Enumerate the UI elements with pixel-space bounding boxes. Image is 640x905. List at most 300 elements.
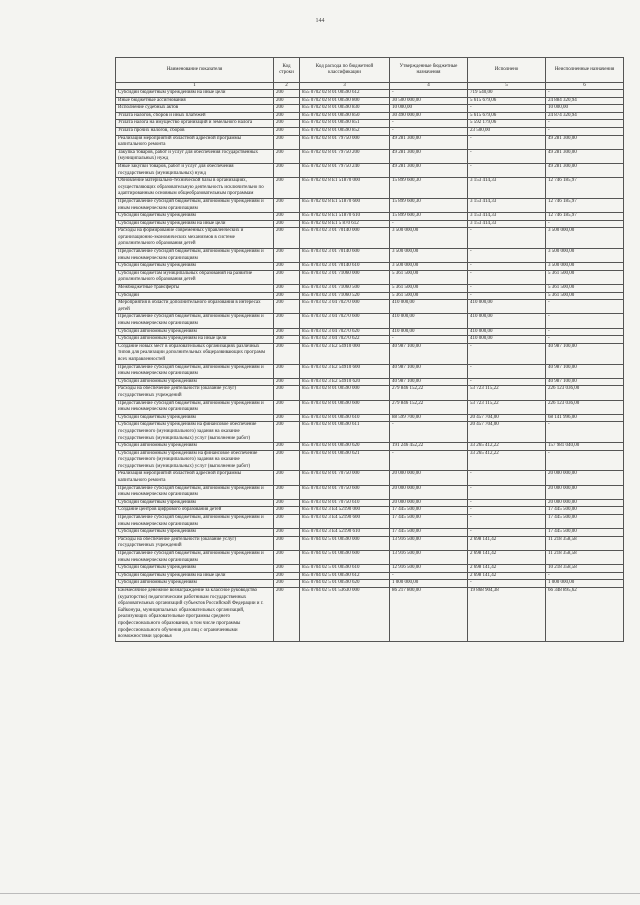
- table-row: [116, 112, 624, 120]
- row-executed: -: [468, 228, 546, 249]
- table-row: [116, 400, 624, 414]
- row-unexecuted: 12 746 185,97: [546, 198, 624, 212]
- row-unexecuted: -: [546, 572, 624, 580]
- row-unexecuted: 17 445 500,00: [546, 529, 624, 537]
- table-row: [116, 529, 624, 537]
- row-executed: 19 868 904,38: [468, 587, 546, 641]
- row-line-code: 200: [274, 400, 300, 414]
- row-budget-code: 855 0703 02 3 01 70140 610: [300, 263, 390, 271]
- row-approved: -: [390, 572, 468, 580]
- row-name: Субсидии автономным учреждениям на финансовое обеспечение государственного (муниципального) задания на оказание государственных (муниципальных) услуг (выполнение работ): [116, 450, 274, 471]
- table-row: [116, 515, 624, 529]
- row-approved: 279 846 152,22: [390, 386, 468, 400]
- table-row: [116, 572, 624, 580]
- row-line-code: 200: [274, 515, 300, 529]
- row-line-code: 200: [274, 450, 300, 471]
- page-number: 144: [315, 18, 325, 24]
- row-budget-code: 855 0702 02 8 01 00590 830: [300, 105, 390, 113]
- row-unexecuted: 49 281 300,00: [546, 163, 624, 177]
- row-executed: 33 265 412,22: [468, 443, 546, 451]
- row-approved: 279 846 152,22: [390, 400, 468, 414]
- row-line-code: 200: [274, 443, 300, 451]
- row-name: Предоставление субсидий бюджетным, автономным учреждениям и иным некоммерческим организациям: [116, 314, 274, 328]
- row-line-code: 200: [274, 565, 300, 573]
- row-executed: -: [468, 285, 546, 293]
- row-unexecuted: -: [546, 120, 624, 128]
- row-budget-code: 855 0703 02 3 E2 54910 600: [300, 364, 390, 378]
- column-number: 1: [116, 83, 274, 90]
- table-row: [116, 551, 624, 565]
- row-approved: 20 000 000,00: [390, 471, 468, 485]
- row-executed: -: [468, 163, 546, 177]
- row-line-code: 200: [274, 198, 300, 212]
- row-unexecuted: 24 874 320,94: [546, 112, 624, 120]
- row-approved: 17 445 500,00: [390, 515, 468, 529]
- row-name: Закупка товаров, работ и услуг для обеспечения государственных (муниципальных) нужд: [116, 149, 274, 163]
- row-executed: -: [468, 249, 546, 263]
- column-number: 6: [546, 83, 624, 90]
- row-unexecuted: 66 348 895,62: [546, 587, 624, 641]
- row-approved: 30 500 000,00: [390, 97, 468, 105]
- row-unexecuted: -: [546, 422, 624, 443]
- row-unexecuted: 1 000 000,00: [546, 580, 624, 588]
- row-budget-code: 855 0704 02 5 01 00590 610: [300, 565, 390, 573]
- row-budget-code: 855 0703 02 8 01 00590 610: [300, 414, 390, 422]
- row-line-code: 200: [274, 163, 300, 177]
- row-line-code: 200: [274, 213, 300, 221]
- row-line-code: 200: [274, 314, 300, 328]
- row-name: Субсидии автономным учреждениям: [116, 580, 274, 588]
- row-budget-code: 855 0703 02 3 04 70270 620: [300, 328, 390, 336]
- row-name: Реализация мероприятий областной адресной программы капитального ремонта: [116, 471, 274, 485]
- row-budget-code: 855 0704 02 5 01 53630 000: [300, 587, 390, 641]
- row-approved: 13 916 500,00: [390, 536, 468, 550]
- row-executed: 2 698 141,42: [468, 536, 546, 550]
- row-budget-code: 855 0702 02 8 E1 51870 610: [300, 213, 390, 221]
- row-budget-code: 855 0703 02 3 04 70270 622: [300, 336, 390, 344]
- row-executed: -: [468, 378, 546, 386]
- table-row: [116, 450, 624, 471]
- row-approved: 17 445 500,00: [390, 507, 468, 515]
- row-budget-code: 855 0704 02 5 01 00590 000: [300, 536, 390, 550]
- row-approved: 86 217 800,00: [390, 587, 468, 641]
- row-line-code: 200: [274, 328, 300, 336]
- row-budget-code: 855 0702 02 8 01 79750 000: [300, 135, 390, 149]
- row-budget-code: 855 0703 02 3 E4 52190 600: [300, 515, 390, 529]
- row-approved: 12 916 500,00: [390, 565, 468, 573]
- row-approved: 40 987 100,00: [390, 378, 468, 386]
- row-line-code: 200: [274, 270, 300, 284]
- row-name: Создание центров цифрового образования детей: [116, 507, 274, 515]
- row-line-code: 200: [274, 220, 300, 228]
- row-unexecuted: -: [546, 450, 624, 471]
- footer-divider: [0, 893, 640, 894]
- row-executed: -: [468, 471, 546, 485]
- row-budget-code: 855 0703 02 3 01 70140 600: [300, 249, 390, 263]
- row-line-code: 200: [274, 97, 300, 105]
- row-unexecuted: 3 500 000,00: [546, 249, 624, 263]
- header-executed: Исполнено: [468, 58, 546, 83]
- row-unexecuted: -: [546, 300, 624, 314]
- row-budget-code: 855 0703 02 3 E2 54910 620: [300, 378, 390, 386]
- row-budget-code: 855 0702 02 8 01 00590 612: [300, 90, 390, 98]
- row-approved: 3 500 000,00: [390, 263, 468, 271]
- row-line-code: 200: [274, 336, 300, 344]
- row-approved: 40 987 100,00: [390, 364, 468, 378]
- row-line-code: 200: [274, 263, 300, 271]
- row-executed: 23 500,00: [468, 127, 546, 135]
- row-approved: 49 281 300,00: [390, 149, 468, 163]
- row-unexecuted: 68 141 996,00: [546, 414, 624, 422]
- table-row: [116, 328, 624, 336]
- row-approved: -: [390, 422, 468, 443]
- row-name: Субсидии бюджетным учреждениям на иные цели: [116, 220, 274, 228]
- row-line-code: 200: [274, 120, 300, 128]
- row-name: Субсидии бюджетным учреждениям на финансовое обеспечение государственного (муниципального) задания на оказание государственных (муниципальных) услуг (выполнение работ): [116, 422, 274, 443]
- row-name: Субсидии автономным учреждениям: [116, 378, 274, 386]
- row-unexecuted: 3 500 000,00: [546, 263, 624, 271]
- row-name: Исполнение судебных актов: [116, 105, 274, 113]
- row-approved: 191 246 452,22: [390, 443, 468, 451]
- row-budget-code: 855 0703 02 3 01 71060 500: [300, 285, 390, 293]
- row-line-code: 200: [274, 580, 300, 588]
- table-row: [116, 90, 624, 98]
- row-approved: -: [390, 127, 468, 135]
- row-name: Субсидии бюджетным учреждениям: [116, 499, 274, 507]
- row-budget-code: 855 0702 02 8 E1 51870 000: [300, 178, 390, 199]
- budget-execution-table: [115, 57, 624, 642]
- row-executed: 410 000,00: [468, 328, 546, 336]
- row-name: Субсидии бюджетным учреждениям: [116, 414, 274, 422]
- row-unexecuted: 5 361 500,00: [546, 270, 624, 284]
- row-executed: 53 723 115,22: [468, 400, 546, 414]
- row-unexecuted: 17 445 500,00: [546, 507, 624, 515]
- row-approved: 20 000 000,00: [390, 485, 468, 499]
- row-executed: 53 723 115,22: [468, 386, 546, 400]
- table-row: [116, 163, 624, 177]
- header-unexecuted: Неисполненные назначения: [546, 58, 624, 83]
- row-unexecuted: 10 218 358,58: [546, 565, 624, 573]
- table-row: [116, 587, 624, 641]
- row-executed: 3 153 414,33: [468, 220, 546, 228]
- table-row: [116, 228, 624, 249]
- row-executed: -: [468, 499, 546, 507]
- row-executed: 410 000,00: [468, 300, 546, 314]
- row-unexecuted: -: [546, 90, 624, 98]
- row-name: Уплата налогов, сборов и иных платежей: [116, 112, 274, 120]
- row-executed: 2 698 141,42: [468, 572, 546, 580]
- header-line-code: Код строки: [274, 58, 300, 83]
- row-approved: 13 916 500,00: [390, 551, 468, 565]
- row-line-code: 200: [274, 178, 300, 199]
- row-line-code: 200: [274, 127, 300, 135]
- row-approved: -: [390, 220, 468, 228]
- row-unexecuted: 11 218 358,58: [546, 536, 624, 550]
- table-row: [116, 198, 624, 212]
- row-unexecuted: 12 746 185,97: [546, 178, 624, 199]
- row-line-code: 200: [274, 471, 300, 485]
- row-unexecuted: 49 281 300,00: [546, 135, 624, 149]
- row-name: Предоставление субсидий бюджетным, автономным учреждениям и иным некоммерческим организациям: [116, 485, 274, 499]
- row-unexecuted: 157 981 040,00: [546, 443, 624, 451]
- row-approved: -: [390, 120, 468, 128]
- row-executed: 5 615 679,06: [468, 97, 546, 105]
- row-name: Ежемесячное денежное вознаграждение за классное руководство (кураторство) педагогическим работникам государственных образовательных организаций субъектов Российской Федерации и г. Байконура, муниципальных образовательных организаций, реализующих образовательные программы среднего профессионального образования, в том числе программы профессионального обучения для лиц с ограниченными возможностями здоровья: [116, 587, 274, 641]
- row-budget-code: 855 0703 02 3 04 70270 600: [300, 314, 390, 328]
- row-unexecuted: 17 445 500,00: [546, 515, 624, 529]
- table-row: [116, 343, 624, 364]
- row-approved: 3 500 000,00: [390, 249, 468, 263]
- row-approved: 20 000 000,00: [390, 499, 468, 507]
- row-line-code: 200: [274, 587, 300, 641]
- row-executed: -: [468, 105, 546, 113]
- row-budget-code: 855 0703 02 8 01 00590 600: [300, 400, 390, 414]
- table-row: [116, 120, 624, 128]
- row-budget-code: 855 0703 02 8 01 00590 611: [300, 422, 390, 443]
- row-executed: 410 000,00: [468, 314, 546, 328]
- row-budget-code: 855 0702 02 8 01 00590 800: [300, 97, 390, 105]
- row-approved: 3 500 000,00: [390, 228, 468, 249]
- row-line-code: 200: [274, 228, 300, 249]
- table-row: [116, 386, 624, 400]
- table-row: [116, 507, 624, 515]
- row-executed: -: [468, 135, 546, 149]
- row-line-code: 200: [274, 551, 300, 565]
- row-approved: 410 000,00: [390, 314, 468, 328]
- row-name: Субсидии автономным учреждениям: [116, 328, 274, 336]
- row-budget-code: 855 0703 02 8 01 70750 000: [300, 471, 390, 485]
- row-approved: 5 361 500,00: [390, 292, 468, 300]
- row-line-code: 200: [274, 112, 300, 120]
- row-executed: 3 153 414,33: [468, 213, 546, 221]
- row-name: Реализация мероприятий областной адресной программы капитального ремонта: [116, 135, 274, 149]
- row-unexecuted: 3 500 000,00: [546, 228, 624, 249]
- row-name: Уплата налога на имущество организаций и земельного налога: [116, 120, 274, 128]
- row-line-code: 200: [274, 292, 300, 300]
- table-row: [116, 97, 624, 105]
- row-line-code: 200: [274, 149, 300, 163]
- row-executed: -: [468, 149, 546, 163]
- row-line-code: 200: [274, 485, 300, 499]
- row-executed: 2 698 141,42: [468, 551, 546, 565]
- column-number-row: [116, 83, 624, 90]
- header-approved: Утвержденные бюджетные назначения: [390, 58, 468, 83]
- row-unexecuted: 5 361 500,00: [546, 285, 624, 293]
- row-approved: 88 599 700,00: [390, 414, 468, 422]
- row-budget-code: 855 0702 02 8 01 79750 200: [300, 149, 390, 163]
- row-name: Субсидии бюджетным учреждениям: [116, 529, 274, 537]
- row-name: Субсидии бюджетам муниципальных образований на развитие дополнительного образования детей: [116, 270, 274, 284]
- table-row: [116, 149, 624, 163]
- table-row: [116, 378, 624, 386]
- row-name: Уплата прочих налогов, сборов: [116, 127, 274, 135]
- row-executed: -: [468, 292, 546, 300]
- row-executed: 3 153 414,33: [468, 198, 546, 212]
- row-budget-code: 855 0703 02 8 01 70750 600: [300, 485, 390, 499]
- row-unexecuted: 40 987 100,00: [546, 364, 624, 378]
- column-number: 3: [300, 83, 390, 90]
- table-row: [116, 580, 624, 588]
- row-line-code: 200: [274, 386, 300, 400]
- row-name: Субсидии бюджетным учреждениям: [116, 213, 274, 221]
- table-row: [116, 127, 624, 135]
- table-row: [116, 565, 624, 573]
- row-budget-code: 855 0702 02 8 01 79750 240: [300, 163, 390, 177]
- row-executed: -: [468, 580, 546, 588]
- row-line-code: 200: [274, 300, 300, 314]
- row-budget-code: 855 0702 02 8 E1 51870 600: [300, 198, 390, 212]
- row-executed: 719 540,00: [468, 90, 546, 98]
- table-row: [116, 471, 624, 485]
- row-budget-code: 855 0703 02 3 E4 52190 000: [300, 507, 390, 515]
- table-row: [116, 270, 624, 284]
- row-line-code: 200: [274, 364, 300, 378]
- row-line-code: 200: [274, 105, 300, 113]
- row-unexecuted: -: [546, 220, 624, 228]
- table-row: [116, 485, 624, 499]
- row-executed: -: [468, 270, 546, 284]
- row-unexecuted: 20 000 000,00: [546, 471, 624, 485]
- table-row: [116, 336, 624, 344]
- row-budget-code: 855 0703 02 3 E4 52190 610: [300, 529, 390, 537]
- row-unexecuted: -: [546, 328, 624, 336]
- row-budget-code: 855 0703 02 8 01 70750 610: [300, 499, 390, 507]
- row-unexecuted: 10 000,00: [546, 105, 624, 113]
- row-unexecuted: -: [546, 127, 624, 135]
- table-row: [116, 263, 624, 271]
- row-unexecuted: 40 987 100,00: [546, 343, 624, 364]
- header-row: [116, 58, 624, 83]
- row-budget-code: 855 0703 02 8 01 00590 000: [300, 386, 390, 400]
- row-executed: 20 457 704,00: [468, 422, 546, 443]
- row-line-code: 200: [274, 499, 300, 507]
- row-approved: 30 490 000,00: [390, 112, 468, 120]
- row-approved: 5 361 500,00: [390, 285, 468, 293]
- row-name: Субсидии автономным учреждениям на иные цели: [116, 336, 274, 344]
- row-name: Обновление материально-технической базы в организациях, осуществляющих образовательную деятельность исключительно по адаптированным основным общеобразовательным программам: [116, 178, 274, 199]
- row-unexecuted: 12 746 185,97: [546, 213, 624, 221]
- row-name: Субсидии: [116, 292, 274, 300]
- column-number: 4: [390, 83, 468, 90]
- row-name: Мероприятия в области дополнительного образования в интересах детей: [116, 300, 274, 314]
- table-row: [116, 213, 624, 221]
- table-row: [116, 249, 624, 263]
- column-number: 2: [274, 83, 300, 90]
- table-row: [116, 314, 624, 328]
- row-budget-code: 855 0703 02 3 01 70140 000: [300, 228, 390, 249]
- row-name: Расходы на обеспечение деятельности (оказание услуг) государственных учреждений: [116, 386, 274, 400]
- table-row: [116, 178, 624, 199]
- row-budget-code: 855 0704 02 5 01 00590 612: [300, 572, 390, 580]
- row-line-code: 200: [274, 422, 300, 443]
- row-name: Субсидии бюджетным учреждениям: [116, 263, 274, 271]
- table-row: [116, 536, 624, 550]
- row-name: Предоставление субсидий бюджетным, автономным учреждениям и иным некоммерческим организациям: [116, 551, 274, 565]
- row-unexecuted: 11 218 358,58: [546, 551, 624, 565]
- row-approved: 10 000,00: [390, 105, 468, 113]
- table-row: [116, 135, 624, 149]
- row-line-code: 200: [274, 414, 300, 422]
- table-row: [116, 364, 624, 378]
- row-approved: 410 000,00: [390, 328, 468, 336]
- row-approved: 1 000 000,00: [390, 580, 468, 588]
- row-executed: -: [468, 529, 546, 537]
- table-row: [116, 422, 624, 443]
- row-name: Субсидии бюджетным учреждениям: [116, 565, 274, 573]
- row-budget-code: 855 0702 02 8 01 00590 852: [300, 127, 390, 135]
- row-line-code: 200: [274, 90, 300, 98]
- row-approved: 15 899 600,30: [390, 213, 468, 221]
- row-approved: 49 281 300,00: [390, 163, 468, 177]
- row-name: Расходы на формирование современных управленческих и организационно-экономических механизмов в системе дополнительного образования детей: [116, 228, 274, 249]
- row-budget-code: 855 0704 02 5 01 00590 620: [300, 580, 390, 588]
- row-budget-code: 855 0703 02 3 01 71060 000: [300, 270, 390, 284]
- row-approved: -: [390, 450, 468, 471]
- row-name: Субсидии бюджетным учреждениям на иные цели: [116, 90, 274, 98]
- row-line-code: 200: [274, 529, 300, 537]
- row-executed: -: [468, 485, 546, 499]
- row-approved: -: [390, 336, 468, 344]
- row-unexecuted: 20 000 000,00: [546, 499, 624, 507]
- row-budget-code: 855 0702 02 8 E1 5 870 612: [300, 220, 390, 228]
- row-name: Иные закупки товаров, работ и услуг для обеспечения государственных (муниципальных) нужд: [116, 163, 274, 177]
- row-approved: 17 445 500,00: [390, 529, 468, 537]
- row-line-code: 200: [274, 343, 300, 364]
- row-name: Межбюджетные трансферты: [116, 285, 274, 293]
- row-executed: 3 153 414,33: [468, 178, 546, 199]
- row-line-code: 200: [274, 536, 300, 550]
- row-executed: -: [468, 364, 546, 378]
- row-name: Иные бюджетные ассигнования: [116, 97, 274, 105]
- row-executed: 2 698 141,42: [468, 565, 546, 573]
- header-name: Наименование показателя: [116, 58, 274, 83]
- row-budget-code: 855 0703 02 8 01 00590 620: [300, 443, 390, 451]
- table-row: [116, 105, 624, 113]
- column-number: 5: [468, 83, 546, 90]
- row-name: Предоставление субсидий бюджетным, автономным учреждениям и иным некоммерческим организациям: [116, 364, 274, 378]
- row-name: Субсидии бюджетным учреждениям на иные цели: [116, 572, 274, 580]
- row-unexecuted: 20 000 000,00: [546, 485, 624, 499]
- row-executed: -: [468, 263, 546, 271]
- row-unexecuted: 226 123 036,00: [546, 386, 624, 400]
- row-executed: 410 000,00: [468, 336, 546, 344]
- row-name: Предоставление субсидий бюджетным, автономным учреждениям и иным некоммерческим организациям: [116, 249, 274, 263]
- row-name: Субсидии автономным учреждениям: [116, 443, 274, 451]
- row-unexecuted: -: [546, 314, 624, 328]
- row-executed: -: [468, 507, 546, 515]
- row-unexecuted: 49 281 300,00: [546, 149, 624, 163]
- row-budget-code: 855 0703 02 3 E2 54910 000: [300, 343, 390, 364]
- table-row: [116, 292, 624, 300]
- row-unexecuted: 24 884 320,94: [546, 97, 624, 105]
- row-budget-code: 855 0703 02 3 04 70270 000: [300, 300, 390, 314]
- row-approved: 40 987 100,00: [390, 343, 468, 364]
- row-line-code: 200: [274, 507, 300, 515]
- row-name: Предоставление субсидий бюджетным, автономным учреждениям и иным некоммерческим организациям: [116, 515, 274, 529]
- row-approved: 15 899 600,30: [390, 198, 468, 212]
- row-executed: -: [468, 515, 546, 529]
- row-budget-code: 855 0702 02 8 01 00590 851: [300, 120, 390, 128]
- row-executed: 20 457 704,00: [468, 414, 546, 422]
- table-row: [116, 285, 624, 293]
- row-line-code: 200: [274, 285, 300, 293]
- row-budget-code: 855 0703 02 3 01 71060 520: [300, 292, 390, 300]
- row-approved: 49 281 300,00: [390, 135, 468, 149]
- row-approved: 410 000,00: [390, 300, 468, 314]
- row-unexecuted: -: [546, 336, 624, 344]
- row-name: Расходы на обеспечение деятельности (оказание услуг) государственных учреждений: [116, 536, 274, 550]
- table-row: [116, 499, 624, 507]
